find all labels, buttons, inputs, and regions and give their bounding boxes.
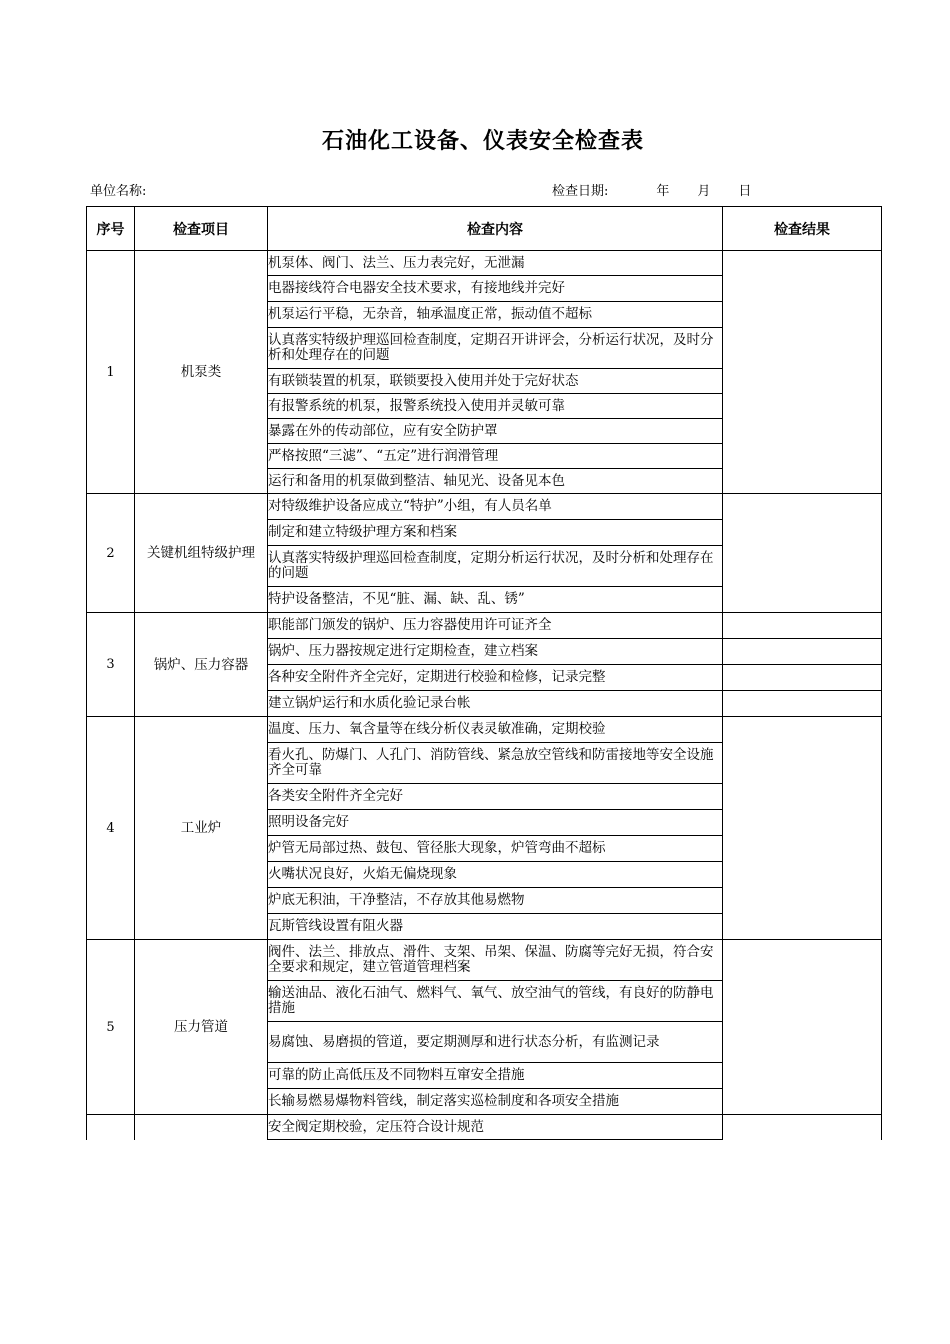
check-content: 看火孔、防爆门、人孔门、消防管线、紧急放空管线和防雷接地等安全设施齐全可靠: [268, 743, 723, 784]
check-content: 特护设备整洁，不见“脏、漏、缺、乱、锈”: [268, 587, 723, 613]
check-content: 严格按照“三滤”、“五定”进行润滑管理: [268, 444, 723, 469]
page-title: 石油化工设备、仪表安全检查表: [321, 128, 644, 154]
group-item: 压力管道: [135, 940, 268, 1115]
inspection-date: [552, 180, 751, 199]
date-day: 日: [738, 184, 752, 199]
group-no: [87, 1115, 135, 1140]
group-item: 机泵类: [135, 251, 268, 494]
table-row: [87, 494, 882, 520]
check-content: 认真落实特级护理巡回检查制度，定期召开讲评会，分析运行状况，及时分析和处理存在的问题: [268, 328, 723, 369]
date-month: 月: [697, 184, 711, 199]
check-content: 锅炉、压力器按规定进行定期检查，建立档案: [268, 639, 723, 665]
check-content: 有报警系统的机泵，报警系统投入使用并灵敏可靠: [268, 394, 723, 419]
check-content: 炉底无积油，干净整洁，不存放其他易燃物: [268, 888, 723, 914]
check-content: 运行和备用的机泵做到整洁、轴见光、设备见本色: [268, 469, 723, 494]
group-no: 2: [87, 494, 135, 613]
check-content: 职能部门颁发的锅炉、压力容器使用许可证齐全: [268, 613, 723, 639]
group-no: 5: [87, 940, 135, 1115]
check-content: 对特级维护设备应成立“特护”小组，有人员名单: [268, 494, 723, 520]
group-no: 1: [87, 251, 135, 494]
result-cell[interactable]: [723, 639, 882, 665]
group-item: 工业炉: [135, 717, 268, 940]
unit-name-label: 单位名称:: [90, 184, 147, 199]
check-content: 可靠的防止高低压及不同物料互窜安全措施: [268, 1063, 723, 1089]
group-item: 锅炉、压力容器: [135, 613, 268, 717]
group-item: 关键机组特级护理: [135, 494, 268, 613]
result-cell[interactable]: [723, 613, 882, 639]
check-content: 火嘴状况良好，火焰无偏烧现象: [268, 862, 723, 888]
table-row: [87, 613, 882, 639]
table-row: [87, 251, 882, 276]
table-row: [87, 717, 882, 743]
result-cell[interactable]: [723, 691, 882, 717]
check-content: 瓦斯管线设置有阻火器: [268, 914, 723, 940]
inspection-date-label: 检查日期:: [552, 184, 609, 199]
result-cell[interactable]: [723, 665, 882, 691]
check-content: 安全阀定期校验，定压符合设计规范: [268, 1115, 723, 1140]
result-cell[interactable]: [723, 717, 882, 940]
checklist-table: [86, 206, 882, 1140]
header-item: 检查项目: [135, 207, 268, 251]
check-content: 各种安全附件齐全完好，定期进行校验和检修，记录完整: [268, 665, 723, 691]
result-cell[interactable]: [723, 251, 882, 494]
result-cell[interactable]: [723, 940, 882, 1115]
group-no: 4: [87, 717, 135, 940]
header-row: [87, 207, 882, 251]
check-content: 输送油品、液化石油气、燃料气、氧气、放空油气的管线，有良好的防静电措施: [268, 981, 723, 1022]
check-content: 认真落实特级护理巡回检查制度，定期分析运行状况，及时分析和处理存在的问题: [268, 546, 723, 587]
check-content: 各类安全附件齐全完好: [268, 784, 723, 810]
check-content: 温度、压力、氧含量等在线分析仪表灵敏准确，定期校验: [268, 717, 723, 743]
date-year: 年: [656, 184, 670, 199]
check-content: 建立锅炉运行和水质化验记录台帐: [268, 691, 723, 717]
check-content: 机泵体、阀门、法兰、压力表完好，无泄漏: [268, 251, 723, 276]
check-content: 阀件、法兰、排放点、滑件、支架、吊架、保温、防腐等完好无损，符合安全要求和规定，建立管道管理档案: [268, 940, 723, 981]
check-content: 有联锁装置的机泵，联锁要投入使用并处于完好状态: [268, 369, 723, 394]
table-row: [87, 1115, 882, 1140]
header-content: 检查内容: [268, 207, 723, 251]
group-item: [135, 1115, 268, 1140]
group-no: 3: [87, 613, 135, 717]
result-cell[interactable]: [723, 1115, 882, 1140]
check-content: 机泵运行平稳，无杂音，轴承温度正常，振动值不超标: [268, 302, 723, 328]
check-content: 照明设备完好: [268, 810, 723, 836]
result-cell[interactable]: [723, 494, 882, 613]
check-content: 炉管无局部过热、鼓包、管径胀大现象，炉管弯曲不超标: [268, 836, 723, 862]
header-result: 检查结果: [723, 207, 882, 251]
check-content: 制定和建立特级护理方案和档案: [268, 520, 723, 546]
header-no: 序号: [87, 207, 135, 251]
check-content: 长输易燃易爆物料管线，制定落实巡检制度和各项安全措施: [268, 1089, 723, 1115]
check-content: 暴露在外的传动部位，应有安全防护罩: [268, 419, 723, 444]
check-content: 易腐蚀、易磨损的管道，要定期测厚和进行状态分析，有监测记录: [268, 1022, 723, 1063]
table-row: [87, 940, 882, 981]
check-content: 电器接线符合电器安全技术要求，有接地线并完好: [268, 276, 723, 302]
